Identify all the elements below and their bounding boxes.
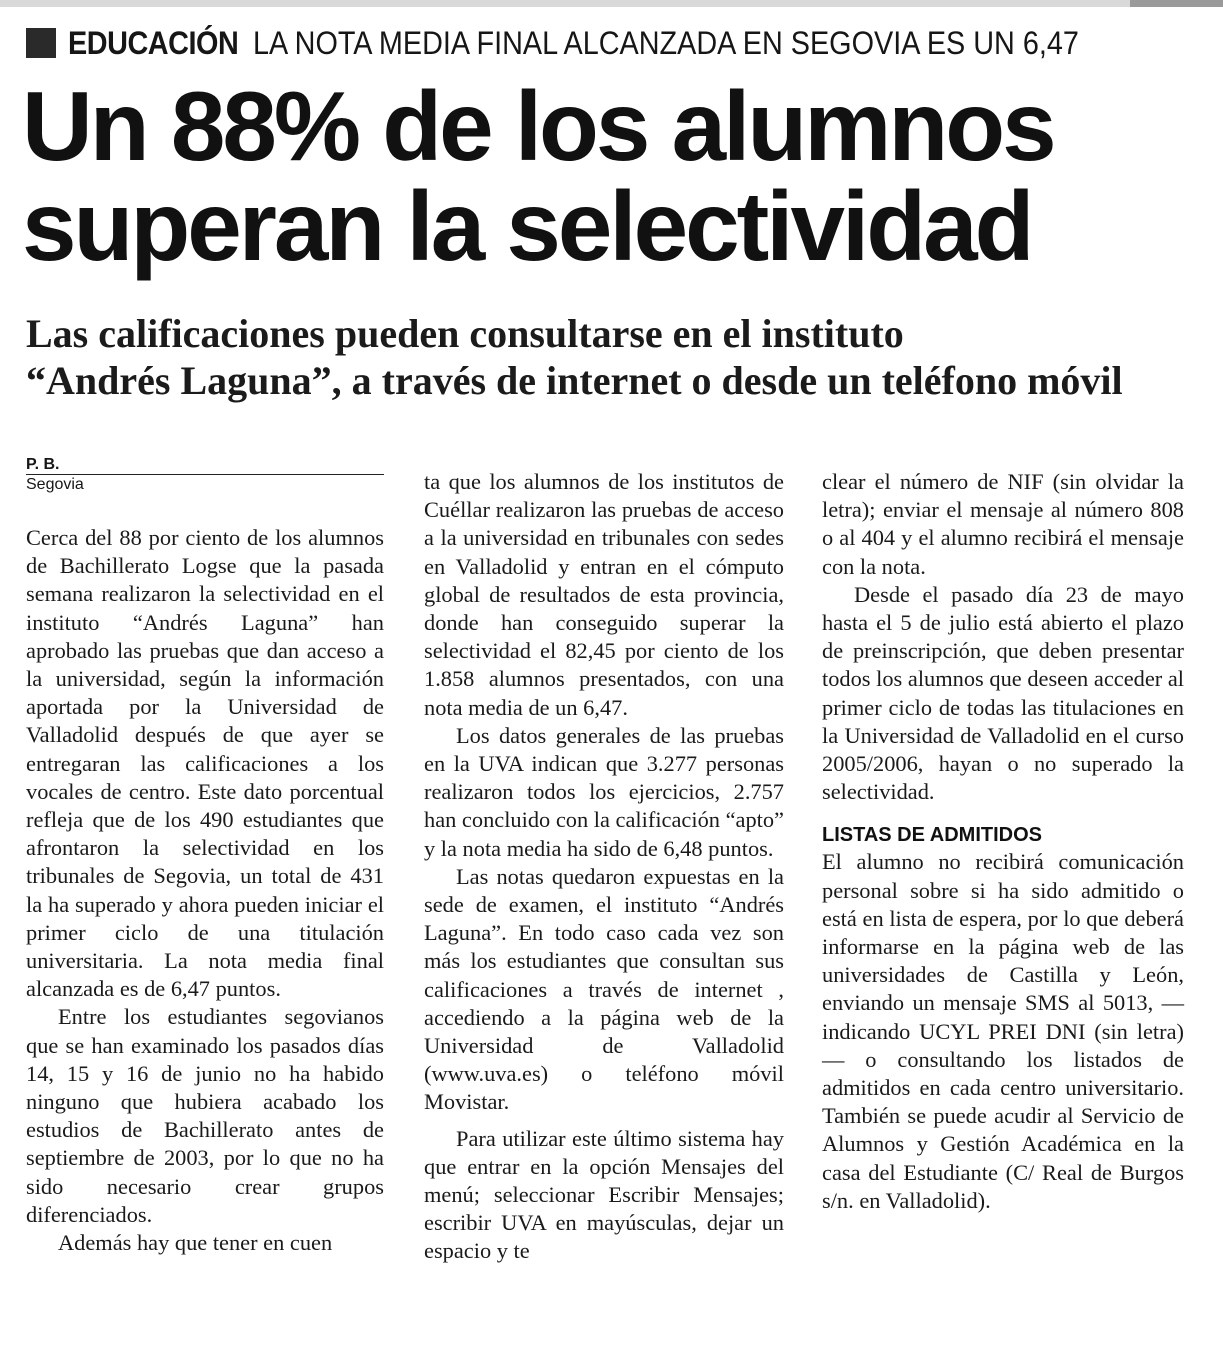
section-subtitle: LISTAS DE ADMITIDOS [822,824,1042,847]
scan-top-edge-shadow [1130,0,1223,7]
article-paragraph: Las notas quedaron expuestas en la sede de examen, el instituto “Andrés Laguna”. En todo caso cada vez son más los estudiantes que consultan sus calificaciones a través de internet , accediendo a la página web de la Universidad de Valladolid (www.uva.es) o teléfono móvil Movistar. [424,863,784,1115]
article-column-3 [822,468,1184,1215]
article-paragraph-continued: ta que los alumnos de los institutos de Cuéllar realizaron las pruebas de acceso a la universidad en tribunales con sedes en Valladolid y entran en el cómputo global de resultados de esta provincia, donde han conseguido superar la selectividad el 82,45 por ciento de los 1.858 alumnos presentados, con una nota media de un 6,47. [424,469,784,720]
kicker [26,20,1171,66]
article-paragraph: Entre los estudiantes segovianos que se han examinado los pasados días 14, 15 y 16 de junio no ha habido ninguno que hubiera acabado los estudios de Bachillerato antes de septiembre de 2003, por lo que no ha sido necesario crear grupos diferenciados. [26,1004,384,1227]
section-square-icon [26,28,56,58]
byline-author: P. B. [26,456,60,473]
article-paragraph-start: Además hay que tener en cuen [58,1230,333,1256]
section-label: EDUCACIÓN [68,24,239,61]
article-paragraph-start: Para utilizar este último sistema hay que entrar en la opción Mensajes del menú; seleccionar Escribir Mensajes; escribir UVA en mayúsculas, dejar un espacio y te [424,1125,784,1264]
article-paragraph-continued: clear el número de NIF (sin olvidar la letra); enviar el mensaje al número 808 o al 404 y el alumno recibirá el mensaje con la nota. [822,469,1184,579]
kicker-deck: LA NOTA MEDIA FINAL ALCANZADA EN SEGOVIA ES UN 6,47 [253,24,1080,61]
article-paragraph: El alumno no recibirá comunicación personal sobre si ha sido admitido o está en lista de espera, por lo que deberá informarse en la página web de las universidades de Castilla y León, enviando un mensaje SMS al 5013, —indicando UCYL PREI DNI (sin letra)— o consultando los listados de admitidos en cada centro universitario. También se puede acudir al Servicio de Alumnos y Gestión Académica en la casa del Estudiante (C/ Real de Burgos s/n. en Valladolid). [822,849,1184,1213]
headline-line-2: superan la selectividad [22,171,1032,281]
article-column-2 [424,468,784,1266]
headline [22,71,1054,281]
article-paragraph: Los datos generales de las pruebas en la UVA indican que 3.277 personas realizaron todos los ejercicios, 2.757 han concluido con la calificación “apto” y la nota media ha sido de 6,48 puntos. [424,722,784,861]
article-paragraph: Desde el pasado día 23 de mayo hasta el 5 de julio está abierto el plazo de preinscripción, que deben presentar todos los alumnos que deseen acceder al primer ciclo de todas las titulaciones en la Universidad de Valladolid en el curso 2005/2006, hayan o no superado la selectividad. [822,581,1184,805]
subheadline [26,310,1123,404]
subheadline-line-2: “Andrés Laguna”, a través de internet o desde un teléfono móvil [26,358,1123,403]
subheadline-line-1: Las calificaciones pueden consultarse en el instituto [26,311,904,356]
byline-location: Segovia [26,476,84,493]
article-column-1 [26,524,384,1257]
scan-top-edge [0,0,1223,7]
article-paragraph: Cerca del 88 por ciento de los alumnos de Bachillerato Logse que la pasada semana realizaron la selectividad en el instituto “Andrés Laguna” han aprobado las pruebas que dan acceso a la universidad, según la información aportada por la Universidad de Valladolid después de que ayer se entregaran las calificaciones a los vocales de centro. Este dato porcentual refleja que de los 490 estudiantes que afrontaron la selectividad en los tribunales de Segovia, un total de 431 la ha superado y ahora pueden iniciar el primer ciclo de una titulación universitaria. La nota media final alcanzada es de 6,47 puntos. [26,525,384,1002]
byline [26,456,384,495]
headline-line-1: Un 88% de los alumnos [22,71,1054,181]
